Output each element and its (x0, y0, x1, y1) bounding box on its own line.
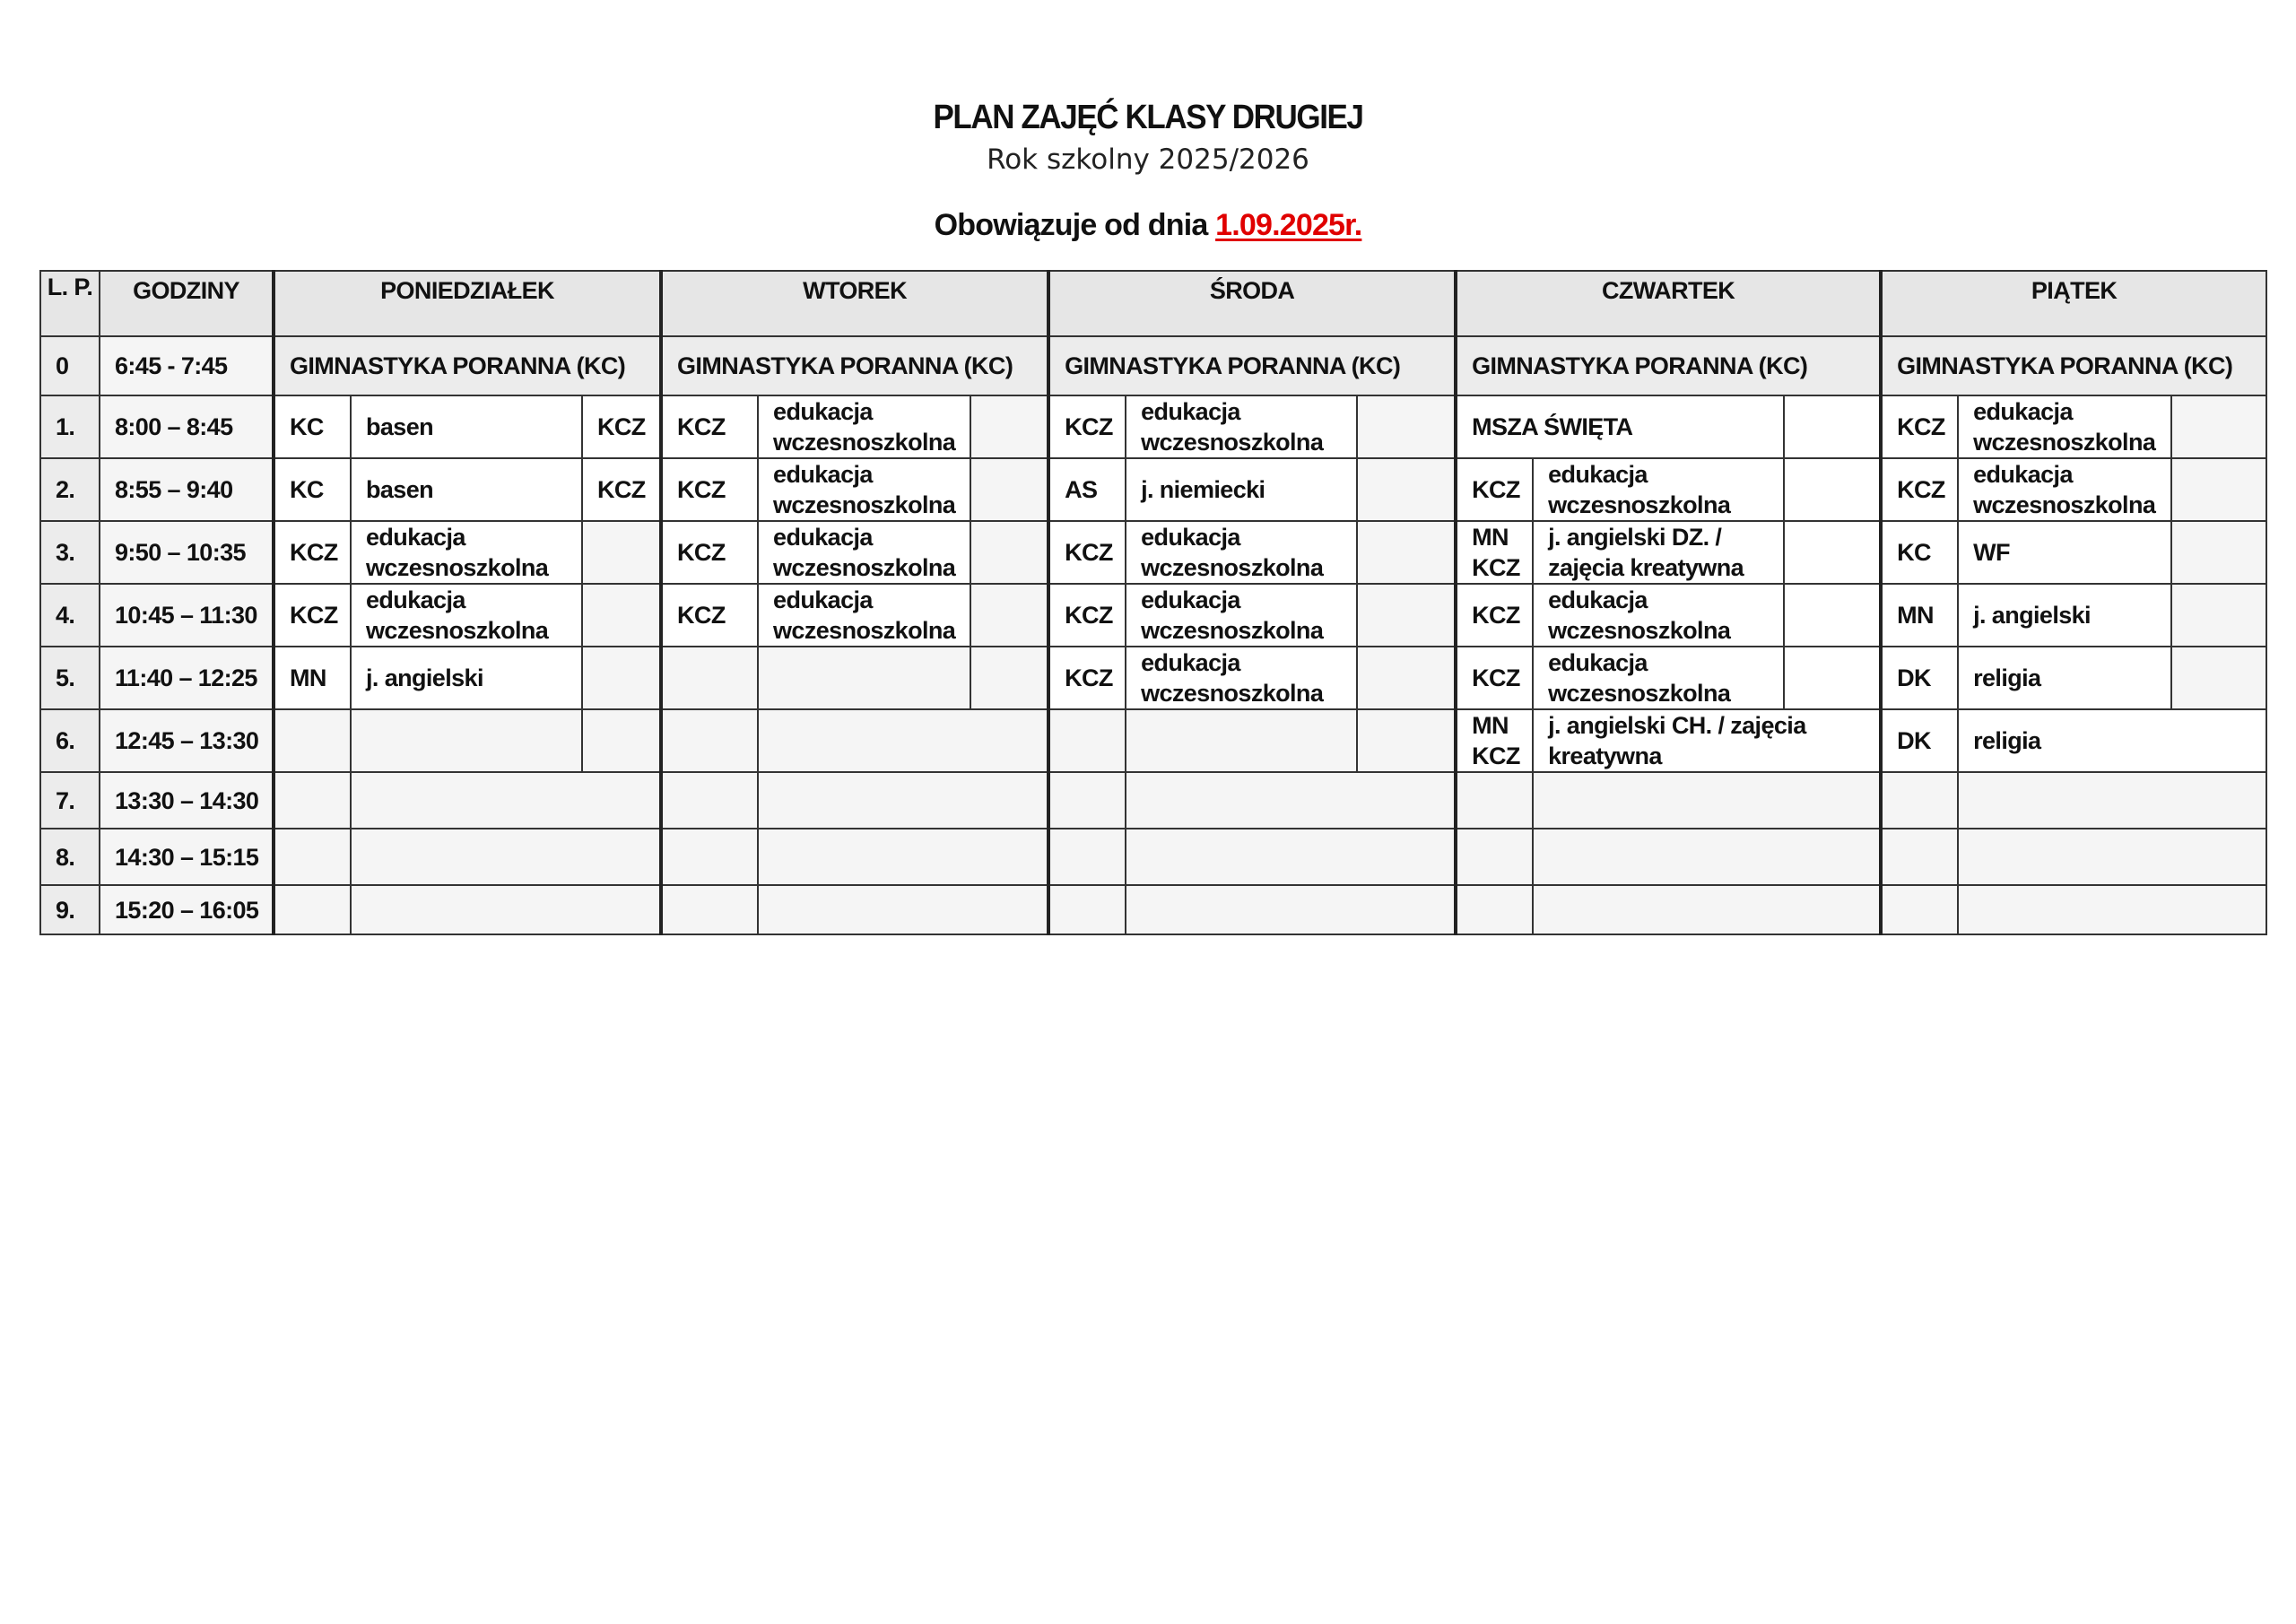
extra-teacher (970, 458, 1048, 521)
empty-cell (274, 829, 351, 885)
empty-cell (1048, 772, 1126, 829)
extra-teacher (2171, 395, 2266, 458)
empty-cell (1456, 829, 1533, 885)
col-lp-header: L. P. (40, 271, 100, 336)
teacher-code: DK (1881, 647, 1958, 709)
lesson-time: 14:30 – 15:15 (100, 829, 274, 885)
extra-teacher: KCZ (582, 458, 661, 521)
extra-teacher (1357, 395, 1456, 458)
extra-teacher (1357, 647, 1456, 709)
subject: edukacja wczesnoszkolna (1533, 458, 1784, 521)
table-row (40, 521, 2266, 584)
teacher-code: KCZ (1048, 647, 1126, 709)
subject: j. angielski CH. / zajęcia kreatywna (1533, 709, 1881, 772)
extra-teacher (970, 584, 1048, 647)
teacher-code: KC (274, 395, 351, 458)
empty-cell (661, 885, 758, 934)
lesson-number: 9. (40, 885, 100, 934)
lesson-number: 1. (40, 395, 100, 458)
empty-cell (1126, 772, 1456, 829)
teacher-code: KCZ (1048, 584, 1126, 647)
extra-teacher (582, 521, 661, 584)
empty-cell (758, 829, 1048, 885)
extra-teacher (2171, 521, 2266, 584)
empty-cell (1881, 772, 1958, 829)
subject: j. angielski DZ. / zajęcia kreatywna (1533, 521, 1784, 584)
empty-cell (1533, 772, 1881, 829)
extra-teacher (582, 584, 661, 647)
empty-cell (661, 772, 758, 829)
empty-cell (1958, 772, 2266, 829)
empty-cell (1881, 885, 1958, 934)
subject: edukacja wczesnoszkolna (758, 584, 970, 647)
empty-cell (758, 772, 1048, 829)
subject: j. angielski (351, 647, 582, 709)
lesson-time: 6:45 - 7:45 (100, 336, 274, 395)
lesson-time: 11:40 – 12:25 (100, 647, 274, 709)
teacher-code: MN (274, 647, 351, 709)
empty-cell (351, 772, 661, 829)
subject: j. angielski (1958, 584, 2171, 647)
valid-from-label: Obowiązuje od dnia (934, 208, 1216, 242)
teacher-code: KCZ (1881, 395, 1958, 458)
empty-cell (661, 829, 758, 885)
day-header-monday: PONIEDZIAŁEK (274, 271, 661, 336)
table-row (40, 395, 2266, 458)
day-header-tuesday: WTOREK (661, 271, 1048, 336)
empty-cell (1126, 829, 1456, 885)
table-row (40, 885, 2266, 934)
table-row (40, 584, 2266, 647)
empty-cell (1958, 829, 2266, 885)
lesson-number: 6. (40, 709, 100, 772)
header-row (40, 271, 2266, 336)
lesson-number: 8. (40, 829, 100, 885)
extra-teacher (1784, 521, 1881, 584)
lesson-time: 9:50 – 10:35 (100, 521, 274, 584)
lesson-number: 3. (40, 521, 100, 584)
table-row (40, 709, 2266, 772)
subject (1126, 709, 1357, 772)
subject (351, 709, 582, 772)
empty-cell (1456, 885, 1533, 934)
extra-teacher (1357, 709, 1456, 772)
day-header-wednesday: ŚRODA (1048, 271, 1456, 336)
extra-teacher (2171, 647, 2266, 709)
extra-teacher (582, 709, 661, 772)
empty-cell (1048, 885, 1126, 934)
lesson-time: 13:30 – 14:30 (100, 772, 274, 829)
extra-teacher (1357, 458, 1456, 521)
teacher-code: KCZ (1456, 458, 1533, 521)
lesson-time: 12:45 – 13:30 (100, 709, 274, 772)
page-title: PLAN ZAJĘĆ KLASY DRUGIEJ (933, 99, 1363, 136)
subject: j. niemiecki (1126, 458, 1357, 521)
valid-from (0, 208, 2296, 243)
table-row (40, 336, 2266, 395)
teacher-code: KCZ (1048, 395, 1126, 458)
empty-cell (274, 772, 351, 829)
subject: edukacja wczesnoszkolna (1958, 395, 2171, 458)
subject: edukacja wczesnoszkolna (758, 458, 970, 521)
extra-teacher: KCZ (582, 395, 661, 458)
teacher-code: KCZ (1456, 647, 1533, 709)
lesson-number: 4. (40, 584, 100, 647)
extra-teacher (1357, 584, 1456, 647)
teacher-code: MN KCZ (1456, 709, 1533, 772)
empty-cell (1456, 772, 1533, 829)
empty-cell (758, 885, 1048, 934)
subject: edukacja wczesnoszkolna (758, 521, 970, 584)
teacher-code (661, 647, 758, 709)
teacher-code: KCZ (661, 458, 758, 521)
teacher-code: KC (274, 458, 351, 521)
valid-from-date: 1.09.2025r. (1215, 208, 1362, 242)
extra-teacher (970, 647, 1048, 709)
subject: basen (351, 395, 582, 458)
teacher-code (274, 709, 351, 772)
gym-cell: GIMNASTYKA PORANNA (KC) (1456, 336, 1881, 395)
subject: religia (1958, 709, 2266, 772)
table-row (40, 829, 2266, 885)
empty-cell (1958, 885, 2266, 934)
gym-cell: GIMNASTYKA PORANNA (KC) (274, 336, 661, 395)
teacher-code: KCZ (661, 521, 758, 584)
extra-teacher (1784, 458, 1881, 521)
subject: religia (1958, 647, 2171, 709)
subject: edukacja wczesnoszkolna (1533, 584, 1784, 647)
subject: basen (351, 458, 582, 521)
teacher-code (661, 709, 758, 772)
teacher-code: KCZ (1881, 458, 1958, 521)
extra-teacher (970, 521, 1048, 584)
table-row (40, 647, 2266, 709)
lesson-number: 0 (40, 336, 100, 395)
teacher-code: KCZ (661, 584, 758, 647)
empty-cell (1533, 885, 1881, 934)
empty-cell (1126, 885, 1456, 934)
empty-cell (351, 885, 661, 934)
empty-cell (351, 829, 661, 885)
table-row (40, 458, 2266, 521)
subject: edukacja wczesnoszkolna (1533, 647, 1784, 709)
extra-teacher (1357, 521, 1456, 584)
subject: edukacja wczesnoszkolna (351, 521, 582, 584)
empty-cell (1048, 829, 1126, 885)
subject: edukacja wczesnoszkolna (1958, 458, 2171, 521)
subject: edukacja wczesnoszkolna (1126, 521, 1357, 584)
extra-teacher (1784, 584, 1881, 647)
teacher-code: KCZ (661, 395, 758, 458)
teacher-code: KCZ (1456, 584, 1533, 647)
lesson-number: 2. (40, 458, 100, 521)
day-header-friday: PIĄTEK (1881, 271, 2266, 336)
lesson-number: 5. (40, 647, 100, 709)
extra-teacher (1784, 395, 1881, 458)
teacher-code: KCZ (274, 584, 351, 647)
teacher-code: KCZ (274, 521, 351, 584)
school-year: Rok szkolny 2025/2026 (987, 143, 1309, 176)
extra-teacher (970, 395, 1048, 458)
gym-cell: GIMNASTYKA PORANNA (KC) (661, 336, 1048, 395)
gym-cell: GIMNASTYKA PORANNA (KC) (1048, 336, 1456, 395)
subject: edukacja wczesnoszkolna (351, 584, 582, 647)
extra-teacher (2171, 458, 2266, 521)
schedule-table (39, 270, 2267, 935)
subject: WF (1958, 521, 2171, 584)
empty-cell (1881, 829, 1958, 885)
teacher-code: KC (1881, 521, 1958, 584)
subject (758, 647, 970, 709)
subject: MSZA ŚWIĘTA (1456, 395, 1784, 458)
empty-cell (274, 885, 351, 934)
extra-teacher (1784, 647, 1881, 709)
subject: edukacja wczesnoszkolna (1126, 395, 1357, 458)
extra-teacher (2171, 584, 2266, 647)
col-hours-header: GODZINY (100, 271, 274, 336)
lesson-time: 8:00 – 8:45 (100, 395, 274, 458)
day-header-thursday: CZWARTEK (1456, 271, 1881, 336)
table-row (40, 772, 2266, 829)
lesson-time: 10:45 – 11:30 (100, 584, 274, 647)
lesson-time: 15:20 – 16:05 (100, 885, 274, 934)
subject: edukacja wczesnoszkolna (758, 395, 970, 458)
teacher-code (1048, 709, 1126, 772)
subject (758, 709, 1048, 772)
teacher-code: KCZ (1048, 521, 1126, 584)
subject: edukacja wczesnoszkolna (1126, 647, 1357, 709)
extra-teacher (582, 647, 661, 709)
lesson-number: 7. (40, 772, 100, 829)
subject: edukacja wczesnoszkolna (1126, 584, 1357, 647)
teacher-code: MN (1881, 584, 1958, 647)
empty-cell (1533, 829, 1881, 885)
gym-cell: GIMNASTYKA PORANNA (KC) (1881, 336, 2266, 395)
teacher-code: DK (1881, 709, 1958, 772)
lesson-time: 8:55 – 9:40 (100, 458, 274, 521)
teacher-code: MN KCZ (1456, 521, 1533, 584)
teacher-code: AS (1048, 458, 1126, 521)
